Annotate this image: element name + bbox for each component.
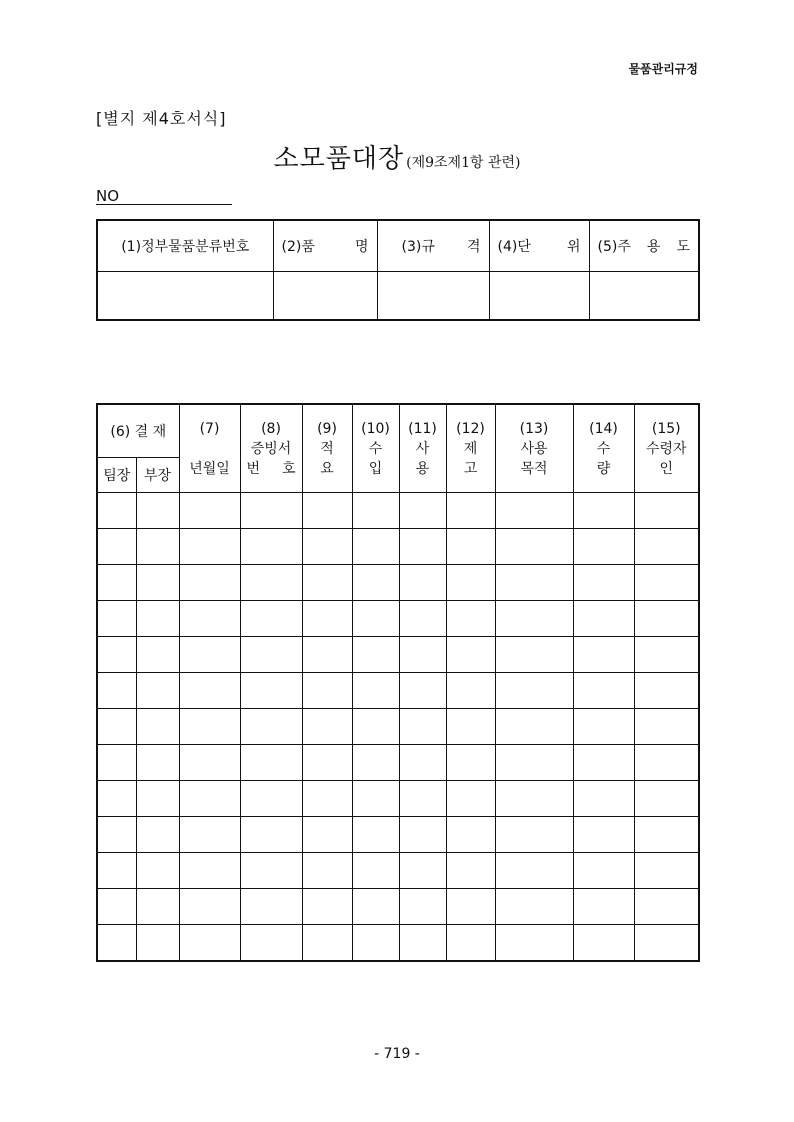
- ledger-cell[interactable]: [495, 925, 573, 962]
- header-main-use: [589, 220, 699, 272]
- header-num: (11): [408, 420, 437, 437]
- ledger-cell[interactable]: [446, 637, 495, 673]
- ledger-cell[interactable]: [97, 709, 136, 745]
- ledger-cell[interactable]: [352, 601, 399, 637]
- table-row: [97, 889, 699, 925]
- ledger-cell[interactable]: [302, 637, 352, 673]
- ledger-cell[interactable]: [179, 817, 240, 853]
- ledger-cell[interactable]: [302, 853, 352, 889]
- ledger-cell[interactable]: [179, 601, 240, 637]
- ledger-cell[interactable]: [352, 781, 399, 817]
- header-text: 품: [301, 239, 315, 255]
- header-text: 주: [617, 239, 631, 255]
- ledger-table: [96, 403, 700, 962]
- ledger-cell[interactable]: [302, 709, 352, 745]
- ledger-cell[interactable]: [495, 853, 573, 889]
- ledger-cell[interactable]: [634, 565, 699, 601]
- header-text: 적: [320, 440, 334, 457]
- ledger-cell[interactable]: [573, 637, 634, 673]
- ledger-cell[interactable]: [495, 601, 573, 637]
- ledger-cell[interactable]: [399, 673, 446, 709]
- ledger-cell[interactable]: [446, 529, 495, 565]
- table-row: [97, 493, 699, 529]
- header-text: 호: [281, 460, 296, 477]
- header-stock: [446, 404, 495, 493]
- ledger-cell[interactable]: [399, 601, 446, 637]
- ledger-cell[interactable]: [634, 637, 699, 673]
- ledger-cell[interactable]: [352, 637, 399, 673]
- ledger-cell[interactable]: [240, 853, 302, 889]
- header-text: 제: [463, 440, 478, 457]
- ledger-cell[interactable]: [634, 853, 699, 889]
- ledger-cell[interactable]: [97, 637, 136, 673]
- ledger-cell[interactable]: [352, 529, 399, 565]
- ledger-cell[interactable]: [399, 565, 446, 601]
- page-subtitle: (제9조제1항 관련): [406, 155, 521, 171]
- header-item-name: [273, 220, 377, 272]
- ledger-cell[interactable]: [97, 781, 136, 817]
- table-row: [97, 817, 699, 853]
- ledger-cell[interactable]: [179, 709, 240, 745]
- header-unit: [489, 220, 589, 272]
- header-specification: [377, 220, 489, 272]
- ledger-cell[interactable]: [399, 853, 446, 889]
- header-text: 용: [415, 460, 430, 477]
- ledger-cell[interactable]: [495, 781, 573, 817]
- ledger-cell[interactable]: [97, 853, 136, 889]
- ledger-cell[interactable]: [446, 889, 495, 925]
- ledger-cell[interactable]: [495, 817, 573, 853]
- ledger-cell[interactable]: [179, 493, 240, 529]
- form-label: [별지 제4호서식]: [96, 109, 227, 128]
- header-text: 년월일: [189, 460, 230, 477]
- header-text: 인: [659, 460, 674, 477]
- ledger-cell[interactable]: [136, 745, 179, 781]
- ledger-cell[interactable]: [399, 637, 446, 673]
- ledger-cell[interactable]: [573, 781, 634, 817]
- header-text: 수령자: [645, 440, 687, 457]
- header-usage: [399, 404, 446, 493]
- ledger-cell[interactable]: [352, 925, 399, 962]
- ledger-cell[interactable]: [97, 493, 136, 529]
- ledger-cell[interactable]: [179, 673, 240, 709]
- ledger-cell[interactable]: [97, 529, 136, 565]
- ledger-cell[interactable]: [634, 601, 699, 637]
- header-num: (10): [361, 420, 390, 437]
- ledger-cell[interactable]: [240, 817, 302, 853]
- table-row: [97, 673, 699, 709]
- table-row: [97, 853, 699, 889]
- ledger-cell[interactable]: [573, 925, 634, 962]
- title-block: [0, 138, 794, 175]
- ledger-cell[interactable]: [446, 745, 495, 781]
- header-num: (14): [589, 420, 618, 437]
- ledger-cell[interactable]: [302, 565, 352, 601]
- ledger-cell[interactable]: [136, 673, 179, 709]
- no-field[interactable]: [96, 186, 232, 205]
- ledger-cell[interactable]: [240, 709, 302, 745]
- ledger-cell[interactable]: [446, 925, 495, 962]
- header-text: 수: [368, 440, 383, 457]
- header-num: (8): [261, 420, 281, 437]
- item-info-table: [96, 219, 700, 321]
- header-text: 사: [415, 440, 430, 457]
- ledger-cell[interactable]: [634, 493, 699, 529]
- ledger-cell[interactable]: [240, 745, 302, 781]
- ledger-cell[interactable]: [179, 889, 240, 925]
- ledger-cell[interactable]: [302, 889, 352, 925]
- table-row: [97, 925, 699, 962]
- ledger-cell[interactable]: [136, 781, 179, 817]
- ledger-cell[interactable]: [352, 565, 399, 601]
- ledger-cell[interactable]: [352, 745, 399, 781]
- ledger-cell[interactable]: [573, 601, 634, 637]
- header-text: 증빙서: [250, 440, 292, 457]
- ledger-cell[interactable]: [136, 565, 179, 601]
- header-num: (4): [497, 239, 518, 255]
- header-text: 격: [466, 239, 481, 255]
- ledger-cell[interactable]: [352, 493, 399, 529]
- ledger-cell[interactable]: [446, 853, 495, 889]
- ledger-cell[interactable]: [634, 529, 699, 565]
- table-row: [97, 601, 699, 637]
- ledger-cell[interactable]: [399, 745, 446, 781]
- input-cell[interactable]: [273, 272, 377, 321]
- ledger-cell[interactable]: [446, 601, 495, 637]
- header-num: (15): [651, 420, 681, 437]
- header-text: 명: [354, 239, 369, 255]
- header-receipt: [352, 404, 399, 493]
- ledger-cell[interactable]: [240, 601, 302, 637]
- ledger-cell[interactable]: [97, 601, 136, 637]
- document-header: 물품관리규정: [628, 62, 698, 76]
- header-text: 수: [596, 440, 611, 457]
- ledger-cell[interactable]: [446, 493, 495, 529]
- header-text: 단: [517, 239, 531, 255]
- header-text: 사용: [520, 440, 548, 457]
- ledger-cell[interactable]: [399, 709, 446, 745]
- ledger-cell[interactable]: [240, 529, 302, 565]
- ledger-cell[interactable]: [634, 889, 699, 925]
- ledger-cell[interactable]: [573, 493, 634, 529]
- header-purpose: [495, 404, 573, 493]
- ledger-cell[interactable]: [634, 781, 699, 817]
- ledger-cell[interactable]: [240, 565, 302, 601]
- ledger-cell[interactable]: [446, 565, 495, 601]
- header-team-leader: 팀장: [97, 458, 136, 493]
- ledger-cell[interactable]: [399, 529, 446, 565]
- ledger-cell[interactable]: [446, 817, 495, 853]
- ledger-cell[interactable]: [136, 637, 179, 673]
- input-cell[interactable]: [97, 272, 273, 321]
- header-department-head: 부장: [136, 458, 179, 493]
- no-label: NO: [96, 187, 120, 205]
- ledger-cell[interactable]: [240, 889, 302, 925]
- ledger-cell[interactable]: [240, 673, 302, 709]
- ledger-cell[interactable]: [399, 889, 446, 925]
- ledger-cell[interactable]: [634, 673, 699, 709]
- ledger-cell[interactable]: [97, 673, 136, 709]
- ledger-cell[interactable]: [495, 745, 573, 781]
- ledger-cell[interactable]: [136, 601, 179, 637]
- table-row: [97, 565, 699, 601]
- ledger-cell[interactable]: [97, 745, 136, 781]
- ledger-cell[interactable]: [352, 817, 399, 853]
- table-row: [97, 529, 699, 565]
- ledger-cell[interactable]: [352, 673, 399, 709]
- header-text: 고: [463, 460, 478, 477]
- ledger-cell[interactable]: [495, 565, 573, 601]
- ledger-cell[interactable]: [573, 745, 634, 781]
- ledger-cell[interactable]: [179, 565, 240, 601]
- ledger-cell[interactable]: [634, 817, 699, 853]
- header-classification-number: [97, 220, 273, 272]
- header-text: 목적: [520, 460, 548, 477]
- ledger-cell[interactable]: [240, 493, 302, 529]
- ledger-cell[interactable]: [179, 529, 240, 565]
- ledger-cell[interactable]: [179, 637, 240, 673]
- ledger-cell[interactable]: [495, 529, 573, 565]
- ledger-cell[interactable]: [352, 889, 399, 925]
- header-text: 입: [368, 460, 383, 477]
- ledger-cell[interactable]: [573, 817, 634, 853]
- table-row: [97, 637, 699, 673]
- ledger-cell[interactable]: [97, 817, 136, 853]
- ledger-cell[interactable]: [495, 673, 573, 709]
- header-approval: (6) 결 재: [97, 404, 179, 458]
- header-num: (7): [199, 420, 220, 437]
- header-text: 요: [320, 460, 334, 477]
- header-text: 정부물품분류번호: [141, 239, 250, 255]
- table-row: [97, 709, 699, 745]
- header-text: 량: [596, 460, 611, 477]
- ledger-cell[interactable]: [136, 889, 179, 925]
- ledger-cell[interactable]: [302, 745, 352, 781]
- page-title: 소모품대장: [273, 144, 405, 174]
- input-cell[interactable]: [589, 272, 699, 321]
- ledger-cell[interactable]: [302, 529, 352, 565]
- ledger-cell[interactable]: [240, 781, 302, 817]
- ledger-cell[interactable]: [573, 709, 634, 745]
- ledger-cell[interactable]: [302, 817, 352, 853]
- header-text: 번: [246, 460, 261, 477]
- header-text: 위: [566, 239, 581, 255]
- ledger-cell[interactable]: [302, 493, 352, 529]
- ledger-cell[interactable]: [399, 493, 446, 529]
- ledger-cell[interactable]: [573, 565, 634, 601]
- ledger-cell[interactable]: [179, 925, 240, 962]
- header-evidence-number: [240, 404, 302, 493]
- ledger-cell[interactable]: [136, 853, 179, 889]
- ledger-cell[interactable]: [399, 925, 446, 962]
- header-summary: [302, 404, 352, 493]
- ledger-cell[interactable]: [240, 925, 302, 962]
- header-num: (5): [597, 239, 618, 255]
- ledger-cell[interactable]: [446, 709, 495, 745]
- input-cell[interactable]: [489, 272, 589, 321]
- header-text: 규: [421, 239, 435, 255]
- header-num: (2): [281, 239, 302, 255]
- ledger-cell[interactable]: [573, 889, 634, 925]
- ledger-cell[interactable]: [352, 709, 399, 745]
- ledger-cell[interactable]: [179, 745, 240, 781]
- ledger-cell[interactable]: [136, 493, 179, 529]
- ledger-cell[interactable]: [136, 925, 179, 962]
- header-text: 도: [676, 239, 690, 255]
- ledger-cell[interactable]: [446, 781, 495, 817]
- ledger-cell[interactable]: [573, 673, 634, 709]
- ledger-cell[interactable]: [495, 493, 573, 529]
- ledger-cell[interactable]: [302, 925, 352, 962]
- header-num: (9): [317, 420, 337, 437]
- ledger-cell[interactable]: [97, 889, 136, 925]
- ledger-cell[interactable]: [136, 817, 179, 853]
- ledger-cell[interactable]: [634, 925, 699, 962]
- header-recipient-seal: [634, 404, 699, 493]
- input-cell[interactable]: [377, 272, 489, 321]
- ledger-cell[interactable]: [179, 853, 240, 889]
- ledger-cell[interactable]: [97, 925, 136, 962]
- ledger-cell[interactable]: [136, 529, 179, 565]
- header-date: [179, 404, 240, 493]
- ledger-cell[interactable]: [399, 781, 446, 817]
- header-quantity: [573, 404, 634, 493]
- ledger-cell[interactable]: [240, 637, 302, 673]
- ledger-cell[interactable]: [634, 709, 699, 745]
- ledger-cell[interactable]: [399, 817, 446, 853]
- ledger-cell[interactable]: [634, 745, 699, 781]
- table-row: [97, 745, 699, 781]
- header-num: (12): [456, 420, 485, 437]
- ledger-cell[interactable]: [302, 781, 352, 817]
- ledger-cell[interactable]: [352, 853, 399, 889]
- ledger-cell[interactable]: [446, 673, 495, 709]
- header-text: 용: [646, 239, 661, 255]
- page-number: - 719 -: [374, 1046, 420, 1062]
- header-num: (1): [121, 239, 142, 255]
- ledger-cell[interactable]: [495, 889, 573, 925]
- ledger-cell[interactable]: [136, 709, 179, 745]
- header-num: (3): [401, 239, 422, 255]
- table-row: [97, 781, 699, 817]
- header-num: (13): [519, 420, 549, 437]
- ledger-cell[interactable]: [573, 529, 634, 565]
- ledger-cell[interactable]: [97, 565, 136, 601]
- ledger-cell[interactable]: [495, 709, 573, 745]
- ledger-cell[interactable]: [495, 637, 573, 673]
- ledger-cell[interactable]: [302, 601, 352, 637]
- ledger-cell[interactable]: [179, 781, 240, 817]
- ledger-cell[interactable]: [573, 853, 634, 889]
- ledger-cell[interactable]: [302, 673, 352, 709]
